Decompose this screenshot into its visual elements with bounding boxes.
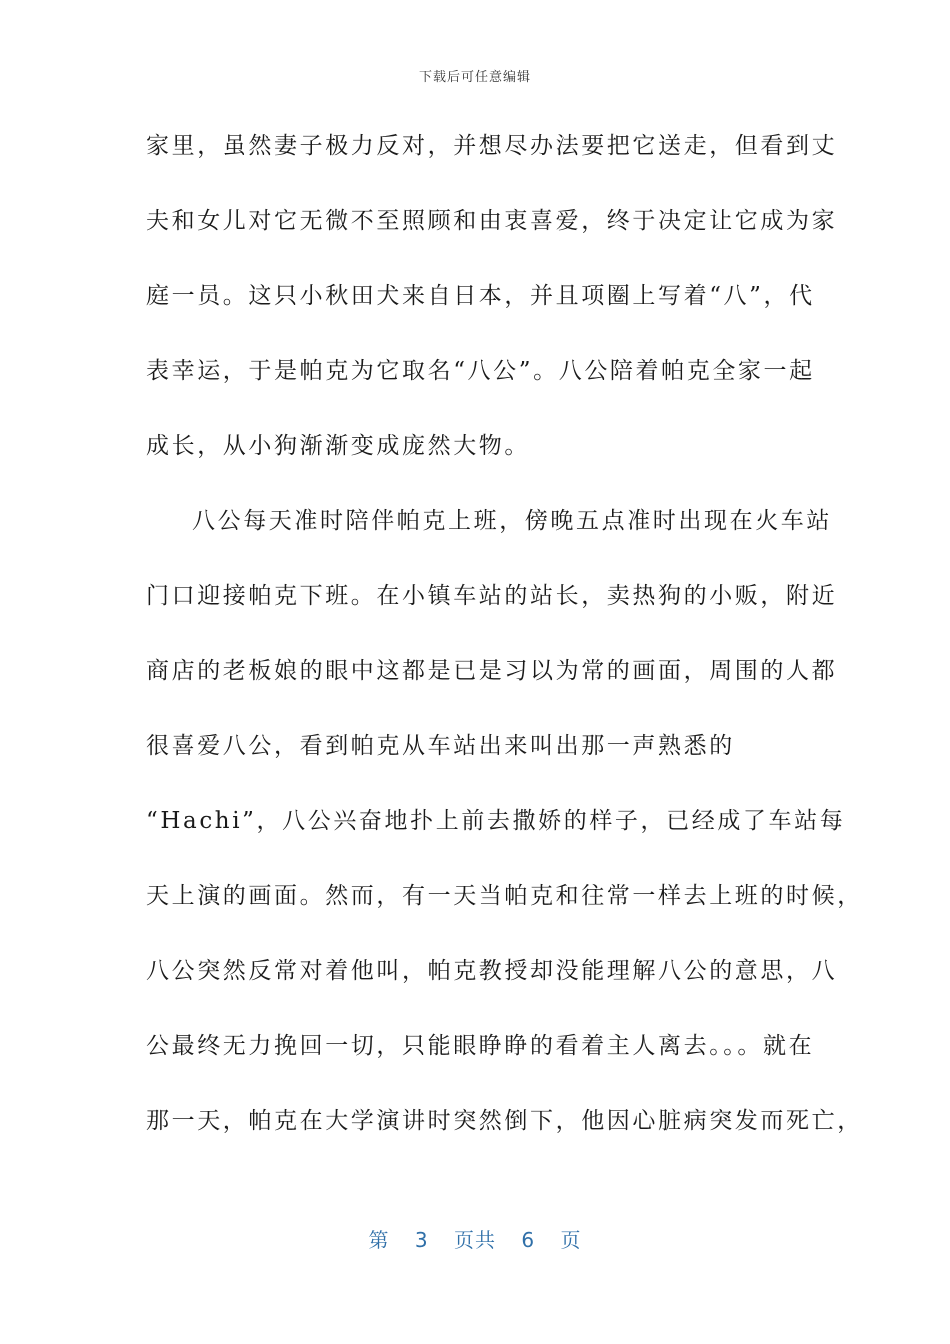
text-line: 成长，从小狗渐渐变成庞然大物。 [146, 433, 530, 459]
text-line: 八公每天准时陪伴帕克上班，傍晚五点准时出现在火车站 [192, 508, 832, 534]
text-line: 天上演的画面。然而，有一天当帕克和往常一样去上班的时候， [146, 883, 863, 909]
text-line: 公最终无力挽回一切，只能眼睁睁的看着主人离去。。。就在 [146, 1033, 815, 1059]
text-line: 表幸运，于是帕克为它取名“八公”。八公陪着帕克全家一起 [146, 358, 815, 384]
text-line: 门口迎接帕克下班。在小镇车站的站长，卖热狗的小贩，附近 [146, 583, 838, 609]
footer-middle: 页共 [454, 1228, 496, 1252]
body-text [146, 124, 863, 1174]
text-line: 夫和女儿对它无微不至照顾和由衷喜爱，终于决定让它成为家 [146, 208, 838, 234]
text-line: 庭一员。这只小秋田犬来自日本，并且项圈上写着“八”，代 [146, 283, 815, 309]
text-line: 家里，虽然妻子极力反对，并想尽办法要把它送走，但看到丈 [146, 133, 838, 159]
current-page-number: 3 [414, 1228, 429, 1252]
text-line: 商店的老板娘的眼中这都是已是习以为常的画面，周围的人都 [146, 658, 838, 684]
text-line: 八公突然反常对着他叫，帕克教授却没能理解八公的意思，八 [146, 958, 838, 984]
total-pages-number: 6 [521, 1228, 536, 1252]
page-footer [0, 1224, 950, 1253]
text-line: “Hachi”，八公兴奋地扑上前去撒娇的样子，已经成了车站每 [146, 808, 846, 834]
text-line: 那一天，帕克在大学演讲时突然倒下，他因心脏病突发而死亡， [146, 1108, 863, 1134]
header-note: 下载后可任意编辑 [418, 70, 531, 85]
footer-prefix: 第 [368, 1228, 390, 1252]
text-line: 很喜爱八公，看到帕克从车站出来叫出那一声熟悉的 [146, 733, 735, 759]
footer-suffix: 页 [560, 1228, 582, 1252]
